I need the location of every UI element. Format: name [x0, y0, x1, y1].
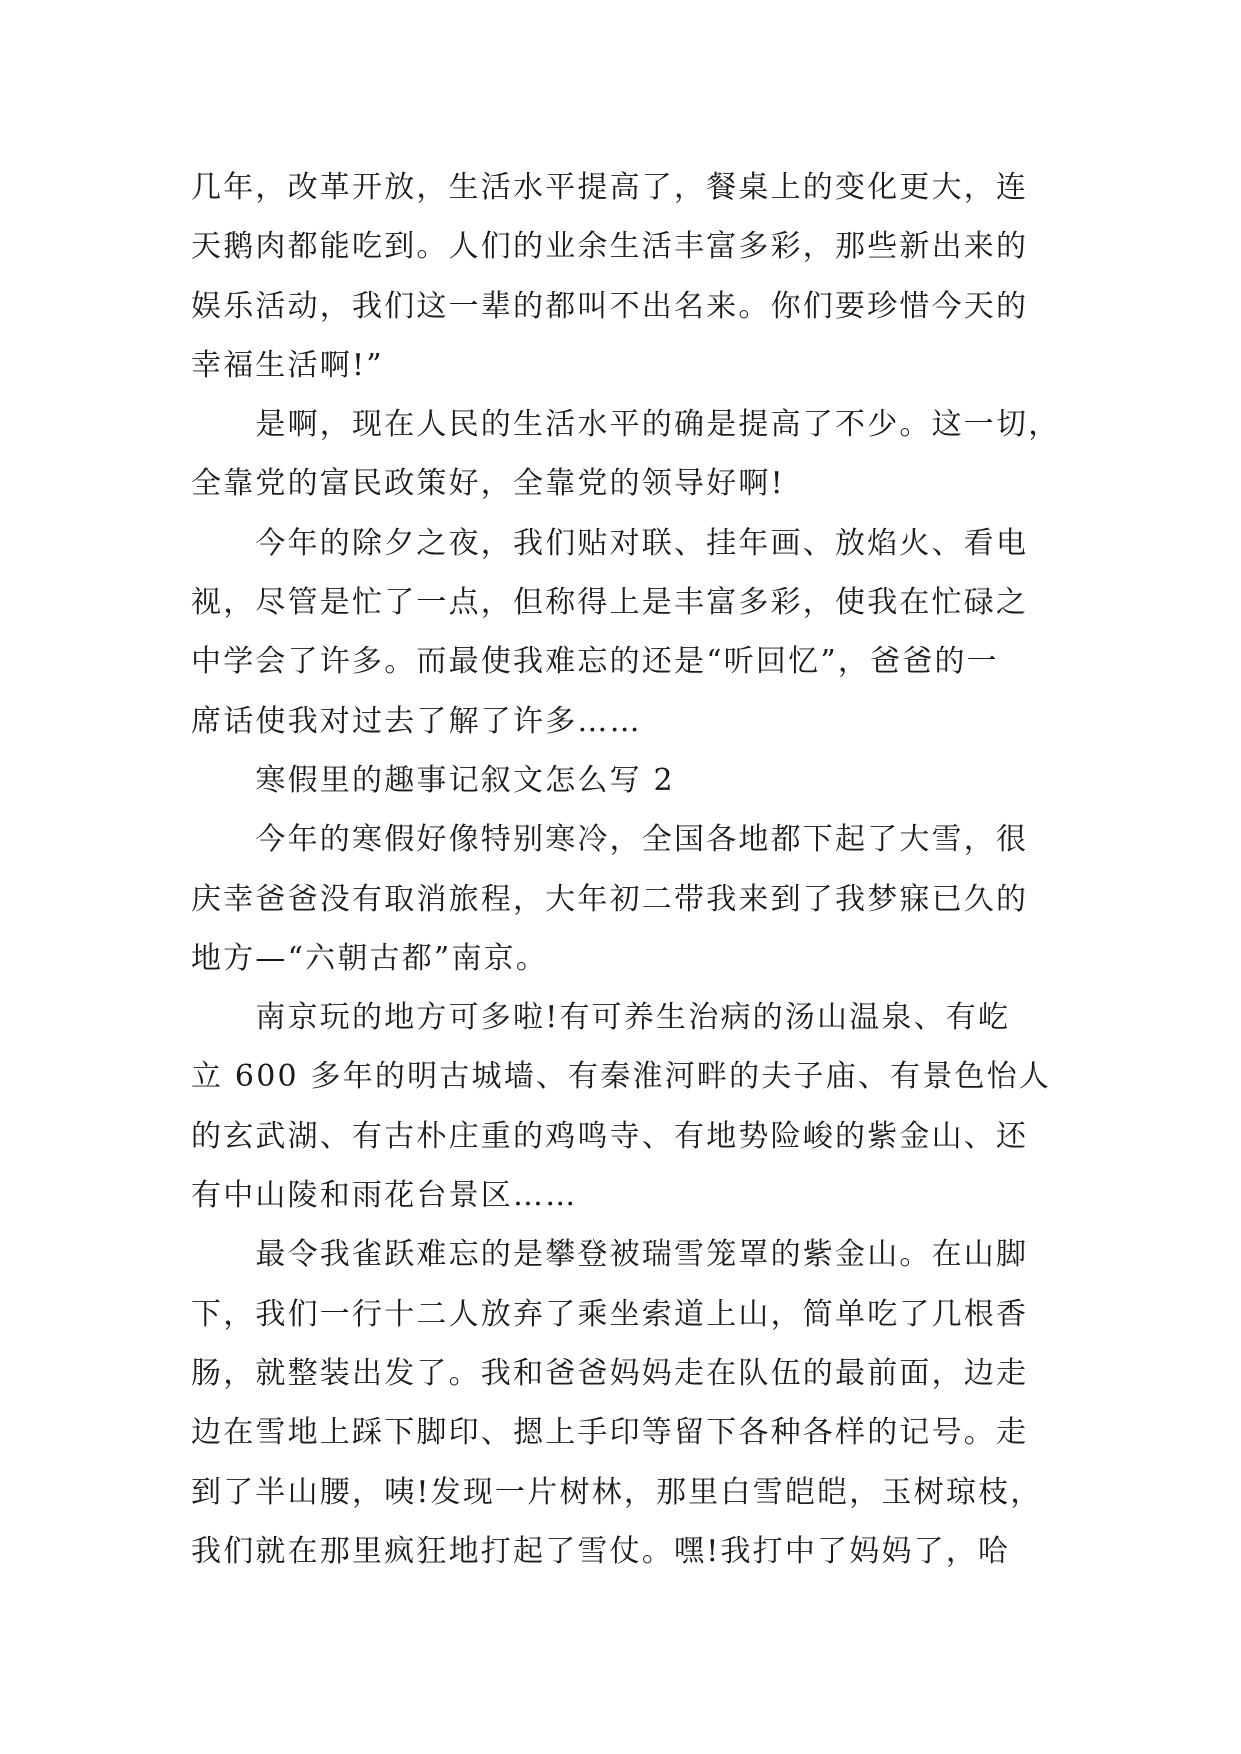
- paragraph-1: 几年，改革开放，生活水平提高了，餐桌上的变化更大，连 天鹅肉都能吃到。人们的业余生活丰富多彩，那些新出来的 娱乐活动，我们这一辈的都叫不出名来。你们要珍惜今天的 幸福生活啊!”: [191, 170, 1029, 383]
- document-body: [191, 158, 1061, 1581]
- paragraph-3: 今年的除夕之夜，我们贴对联、挂年画、放焰火、看电 视，尽管是忙了一点，但称得上是丰富多彩，使我在忙碌之 中学会了许多。而最使我难忘的还是“听回忆”，爸爸的一 席话使我对过去了解了许多……: [191, 525, 1029, 739]
- paragraph-5: 南京玩的地方可多啦!有可养生治病的汤山温泉、有屹 立 600 多年的明古城墙、有秦淮河畔的夫子庙、有景色怡人 的玄武湖、有古朴庄重的鸡鸣寺、有地势险峻的紫金山、还 有中山陵和雨花台景区……: [191, 1000, 1052, 1214]
- paragraph-6: 最令我雀跃难忘的是攀登被瑞雪笼罩的紫金山。在山脚 下，我们一行十二人放弃了乘坐索道上山，简单吃了几根香 肠，就整装出发了。我和爸爸妈妈走在队伍的最前面，边走 边在雪地上踩下脚印、摁上手印等留下各种各样的记号。走 到了半山腰，咦!发现一片树林，那里白雪皑皑，玉树琼枝， 我们就在那里疯狂地打起了雪仗。嘿!我打中了妈妈了，哈: [191, 1237, 1043, 1569]
- paragraph-4: 今年的寒假好像特别寒冷，全国各地都下起了大雪，很 庆幸爸爸没有取消旅程，大年初二带我来到了我梦寐已久的 地方—“六朝古都”南京。: [191, 822, 1029, 976]
- paragraph-2: 是啊，现在人民的生活水平的确是提高了不少。这一切， 全靠党的富民政策好，全靠党的领导好啊!: [191, 407, 1061, 502]
- section-heading: 寒假里的趣事记叙文怎么写 2: [191, 762, 675, 798]
